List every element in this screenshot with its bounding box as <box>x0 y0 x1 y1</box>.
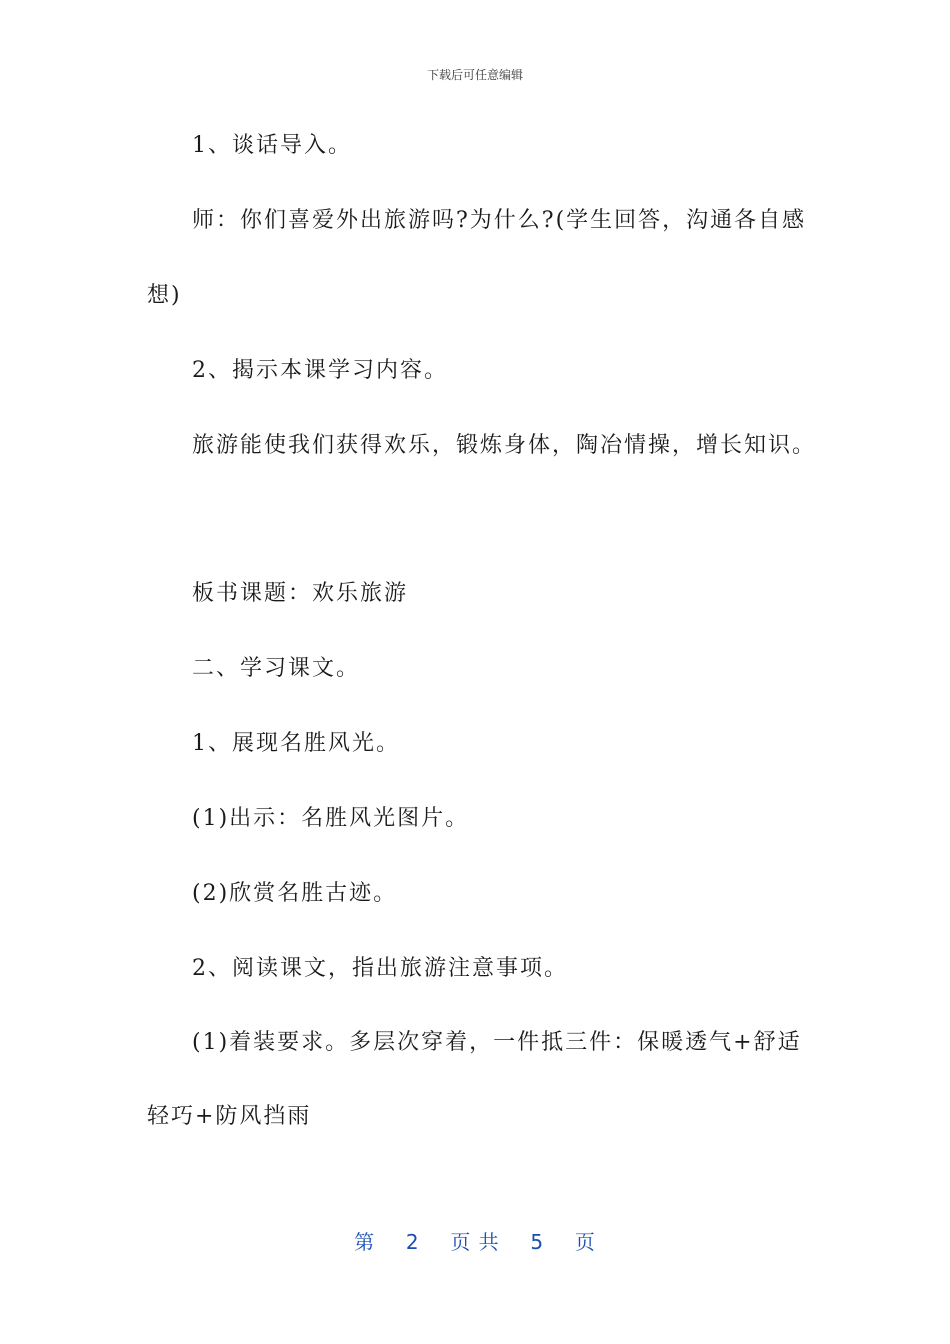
paragraph-board-title: 板书课题：欢乐旅游 <box>192 581 409 606</box>
footer-current-page: 2 <box>405 1230 420 1254</box>
page-header: 下载后可任意编辑 <box>426 68 523 82</box>
footer-total-pages: 5 <box>530 1230 545 1254</box>
paragraph-teacher-question-line2: 想) <box>147 283 182 308</box>
paragraph-intro: 1、谈话导入。 <box>192 133 352 158</box>
paragraph-clothing-line2: 轻巧+防风挡雨 <box>147 1104 312 1129</box>
paragraph-clothing-line1: (1)着装要求。多层次穿着，一件抵三件：保暖透气+舒适 <box>192 1030 802 1055</box>
footer-prefix: 第 <box>354 1230 376 1254</box>
page-footer <box>0 1226 950 1255</box>
footer-middle: 页 共 <box>450 1230 500 1254</box>
paragraph-show-pictures: (1)出示：名胜风光图片。 <box>192 806 470 831</box>
paragraph-appreciate-sites: (2)欣赏名胜古迹。 <box>192 881 398 906</box>
paragraph-teacher-question-line1: 师：你们喜爱外出旅游吗?为什么?(学生回答，沟通各自感 <box>192 208 807 233</box>
footer-suffix: 页 <box>574 1230 596 1254</box>
paragraph-read-text: 2、阅读课文，指出旅游注意事项。 <box>192 956 568 981</box>
paragraph-show-scenery: 1、展现名胜风光。 <box>192 731 400 756</box>
paragraph-travel-benefits: 旅游能使我们获得欢乐，锻炼身体，陶冶情操，增长知识。 <box>192 433 817 458</box>
paragraph-study-text: 二、学习课文。 <box>192 656 361 681</box>
paragraph-reveal-content: 2、揭示本课学习内容。 <box>192 358 448 383</box>
